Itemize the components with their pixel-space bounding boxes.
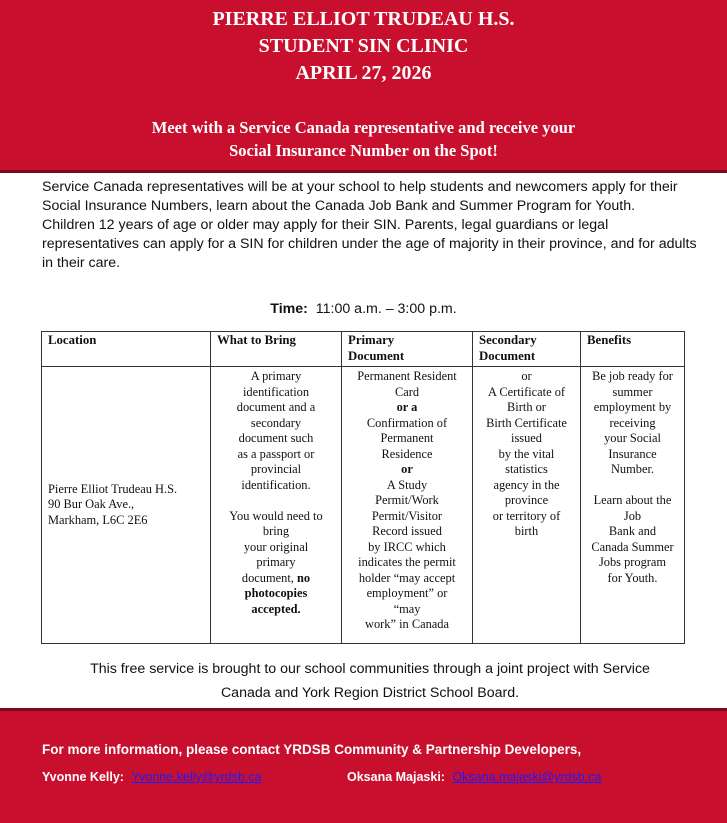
header-primary-document: Primary Document xyxy=(342,332,473,367)
intro-paragraph-2: Children 12 years of age or older may apply for their SIN. Parents, legal guardians or legal representatives can apply for a SIN for children under the age of majority in their province, and for adults in their care. xyxy=(42,217,697,271)
table-row xyxy=(42,367,685,644)
table-header-row xyxy=(42,332,685,367)
contact-info: For more information, please contact YRDSB Community & Partnership Developers, xyxy=(42,742,582,757)
requirements-table xyxy=(41,331,685,644)
header-secondary-document: Secondary Document xyxy=(473,332,581,367)
contact-name: Oksana Majaski: xyxy=(347,770,445,784)
contact-name: Yvonne Kelly: xyxy=(42,770,124,784)
time-value: 11:00 a.m. – 3:00 p.m. xyxy=(315,301,457,317)
school-name: PIERRE ELLIOT TRUDEAU H.S. xyxy=(212,8,515,30)
header-benefits: Benefits xyxy=(581,332,685,367)
header-divider xyxy=(0,170,727,173)
email-link-oksana[interactable]: Oksana.majaski@yrdsb.ca xyxy=(452,770,602,784)
partnership-note: This free service is brought to our school communities through a joint project with Service Canada and York Region District School Board. xyxy=(90,661,650,701)
intro-paragraph-1: Service Canada representatives will be at your school to help students and newcomers apply for their Social Insurance Numbers, learn about the Canada Job Bank and Summer Program for Youth. xyxy=(42,179,678,214)
intro-text xyxy=(42,178,702,273)
time-label: Time: xyxy=(270,301,308,317)
clinic-title: STUDENT SIN CLINIC xyxy=(258,35,469,57)
header-what-to-bring: What to Bring xyxy=(211,332,342,367)
clinic-date: APRIL 27, 2026 xyxy=(295,62,432,84)
header-location: Location xyxy=(42,332,211,367)
contact-yvonne xyxy=(42,770,262,784)
contact-oksana xyxy=(347,770,601,784)
what-to-bring-cell: A primary identification document and a secondary document such as a passport or provincial identification. You would need to bring your original primary document, no photocopies accepted. xyxy=(211,367,342,644)
subtitle-line-2: Social Insurance Number on the Spot! xyxy=(229,141,498,160)
email-link-yvonne[interactable]: Yvonne.kelly@yrdsb.ca xyxy=(131,770,262,784)
time-line xyxy=(0,301,727,317)
subtitle-line-1: Meet with a Service Canada representative and receive your xyxy=(151,118,576,137)
benefits-cell: Be job ready for summer employment by receiving your Social Insurance Number. Learn about the Job Bank and Canada Summer Jobs program for Youth. xyxy=(581,367,685,644)
footer-banner xyxy=(0,711,727,823)
primary-document-cell: Permanent Resident Card or a Confirmation of Permanent Residence or A Study Permit/Work Permit/Visitor Record issued by IRCC which indicates the permit holder “may accept employment” or “may work” in Canada xyxy=(342,367,473,644)
header-banner xyxy=(0,0,727,170)
secondary-document-cell: or A Certificate of Birth or Birth Certificate issued by the vital statistics agency in the province or territory of birth xyxy=(473,367,581,644)
location-cell: Pierre Elliot Trudeau H.S. 90 Bur Oak Ave., Markham, L6C 2E6 xyxy=(42,367,211,644)
